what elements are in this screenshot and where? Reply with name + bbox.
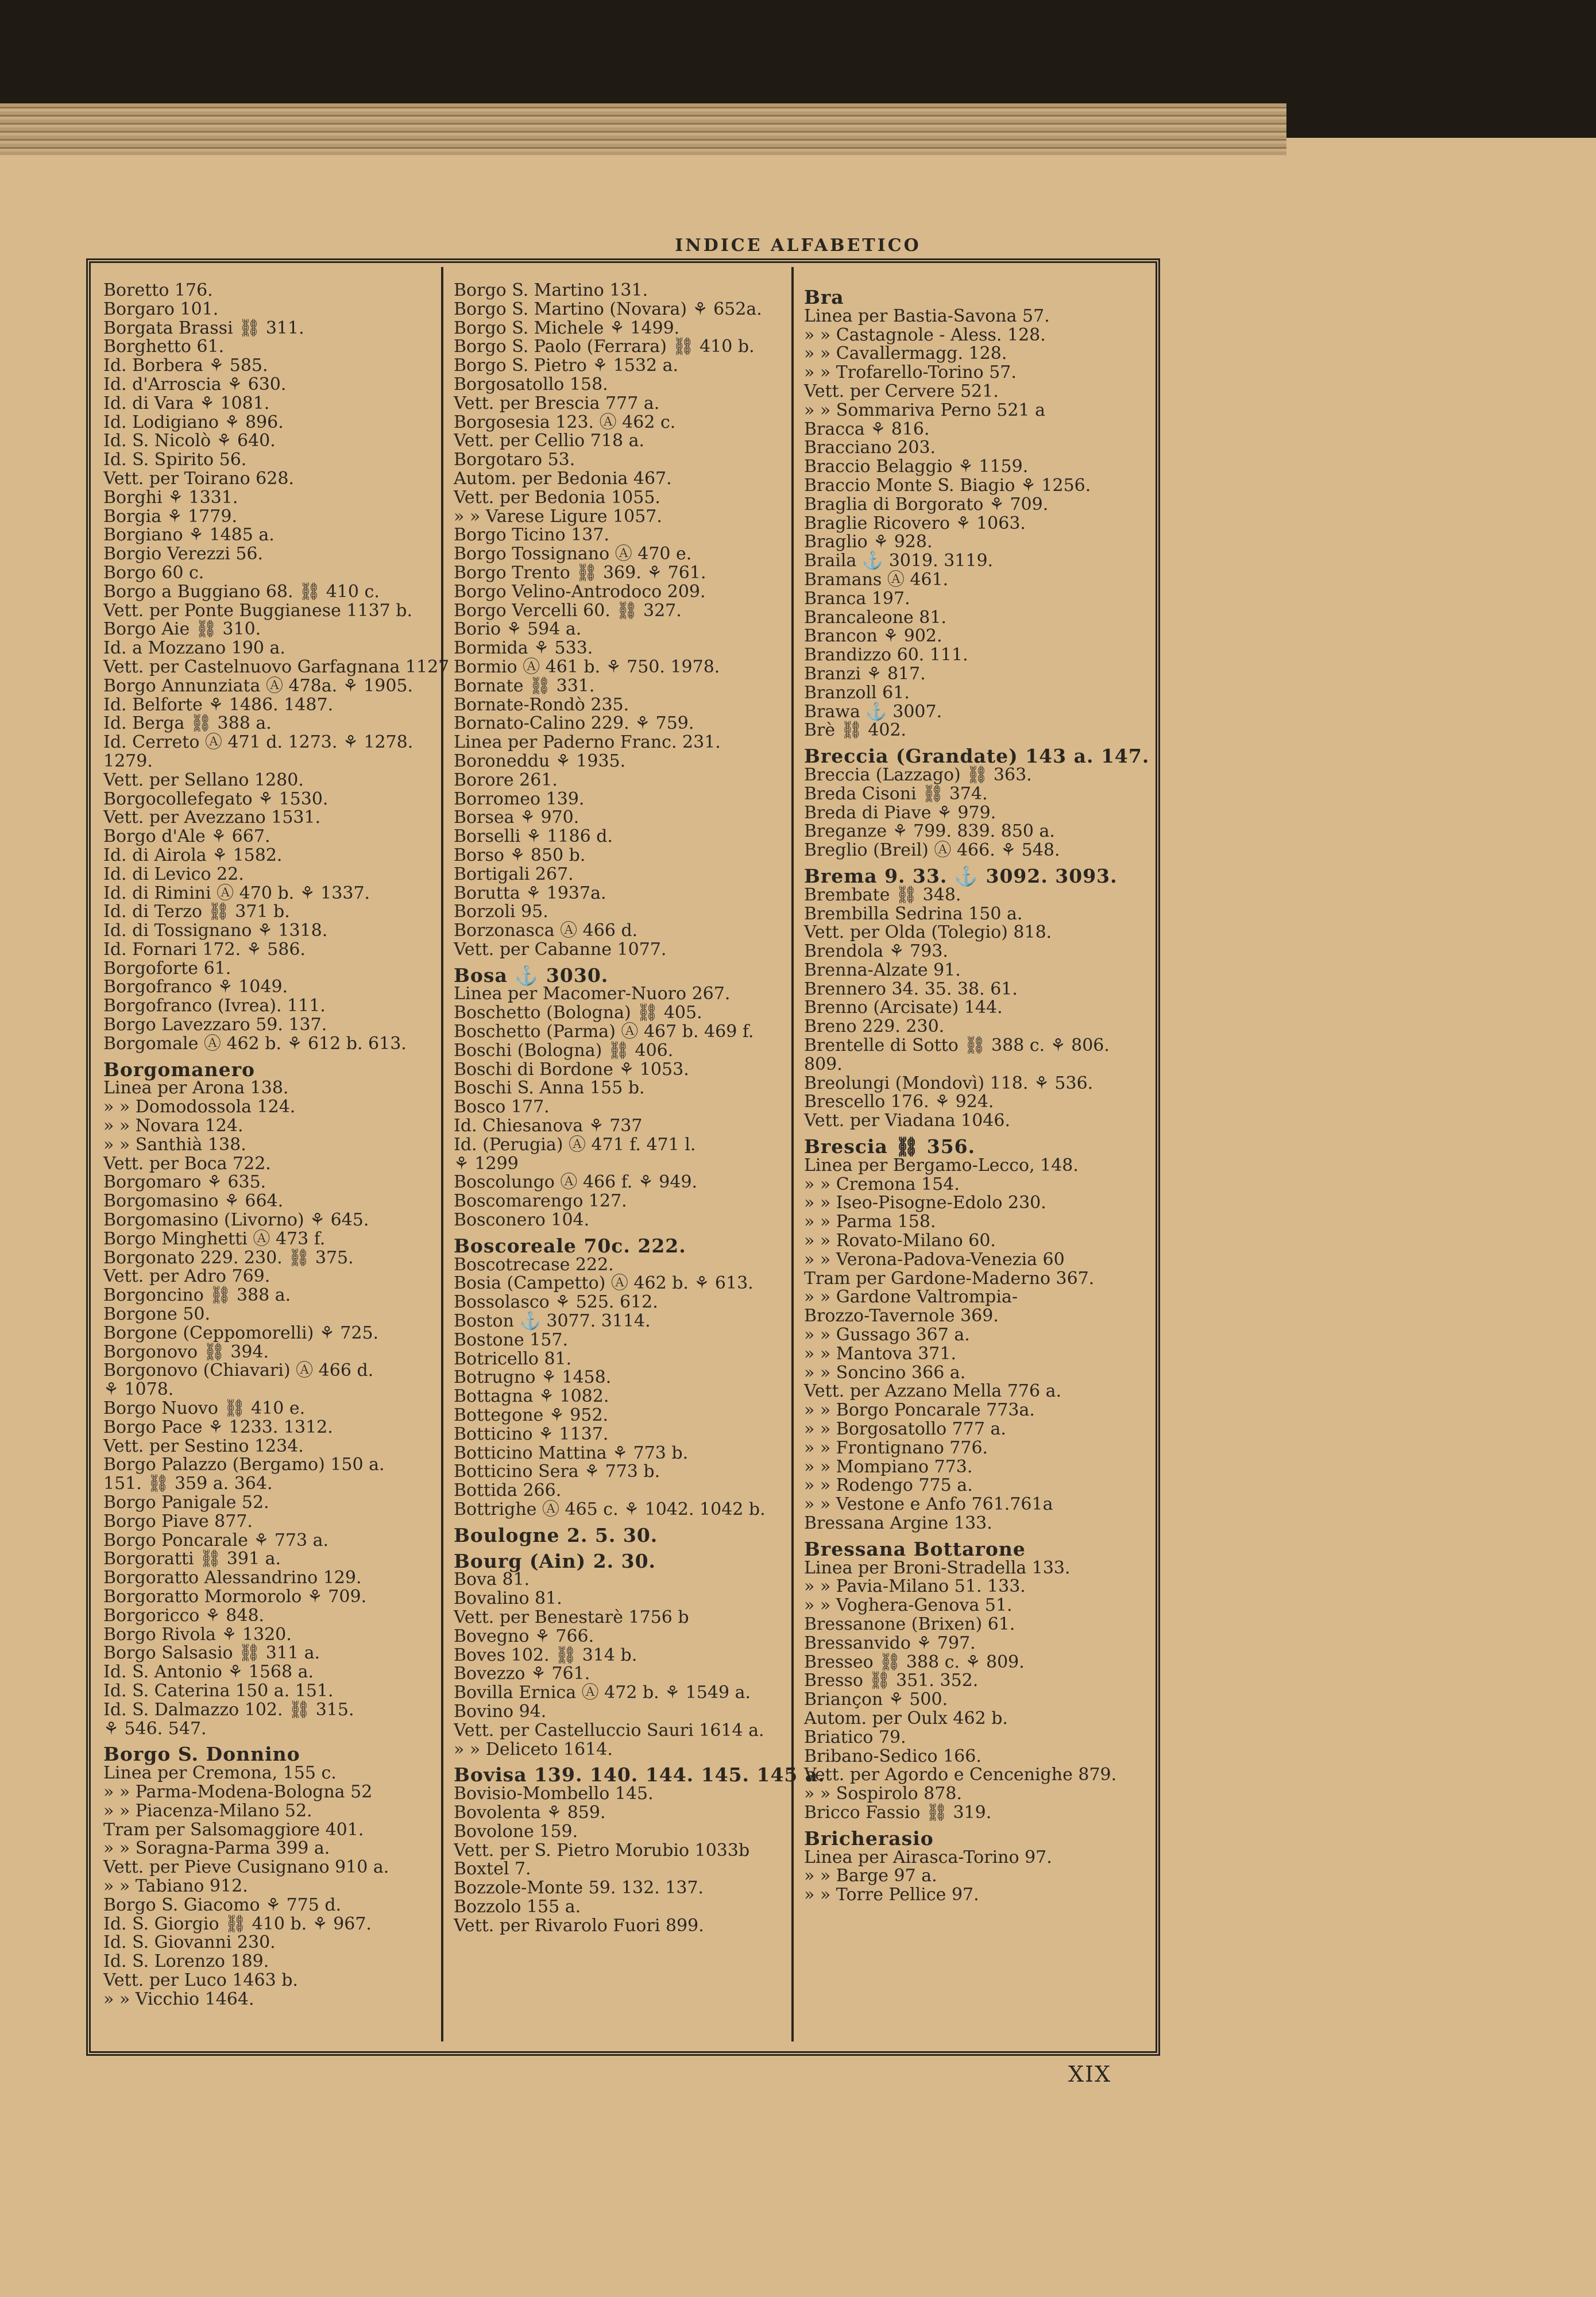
- page-header: INDICE ALFABETICO: [675, 235, 921, 256]
- index-entry: Bovino 94.: [454, 1701, 547, 1722]
- index-entry: Linea per Arona 138.: [103, 1078, 289, 1099]
- index-entry: Borso ⚘ 850 b.: [454, 845, 586, 865]
- index-entry: Tram per Salsomaggiore 401.: [103, 1819, 364, 1840]
- index-entry: Brandizzo 60. 111.: [804, 645, 968, 666]
- index-entry: Borgia ⚘ 1779.: [103, 506, 237, 527]
- index-entry: Bosco 177.: [454, 1097, 550, 1117]
- index-entry: Linea per Cremona, 155 c.: [103, 1763, 337, 1784]
- index-entry: Bresso ⛓ 351. 352.: [804, 1670, 979, 1691]
- index-entry: Brenno (Arcisate) 144.: [804, 997, 1003, 1018]
- index-entry: Bovegno ⚘ 766.: [454, 1626, 594, 1646]
- index-entry: » » Mompiano 773.: [804, 1456, 973, 1477]
- index-entry: Borselli ⚘ 1186 d.: [454, 826, 613, 847]
- index-entry: Borgo Minghetti Ⓐ 473 f.: [103, 1228, 326, 1249]
- index-entry: Id. di Rimini Ⓐ 470 b. ⚘ 1337.: [103, 883, 370, 903]
- index-entry: Borgomale Ⓐ 462 b. ⚘ 612 b. 613.: [103, 1033, 407, 1054]
- index-entry: Vett. per Brescia 777 a.: [454, 393, 660, 413]
- index-entry: Vett. per Viadana 1046.: [804, 1111, 1011, 1131]
- index-entry: Braccio Belaggio ⚘ 1159.: [804, 457, 1029, 477]
- index-entry: Vett. per Sellano 1280.: [103, 769, 304, 790]
- index-entry: Bottegone ⚘ 952.: [454, 1405, 609, 1426]
- index-entry: Boretto 176.: [103, 280, 213, 300]
- index-entry: Braccio Monte S. Biagio ⚘ 1256.: [804, 475, 1091, 496]
- index-entry: Branzoll 61.: [804, 682, 910, 703]
- index-entry: Borgomaro ⚘ 635.: [103, 1172, 266, 1193]
- index-entry: Id. di Terzo ⛓ 371 b.: [103, 902, 290, 922]
- index-entry: » » Cavallermagg. 128.: [804, 343, 1007, 364]
- index-entry: Borgoratto Mormorolo ⚘ 709.: [103, 1586, 367, 1607]
- index-entry: Brenna-Alzate 91.: [804, 960, 961, 980]
- index-entry: Linea per Macomer-Nuoro 267.: [454, 984, 731, 1004]
- index-entry: Vett. per Olda (Tolegio) 818.: [804, 922, 1052, 943]
- index-entry: Borutta ⚘ 1937a.: [454, 883, 606, 903]
- index-entry: Borgo d'Ale ⚘ 667.: [103, 826, 270, 847]
- index-entry: Borgonovo ⛓ 394.: [103, 1341, 269, 1362]
- index-entry: Bovilla Ernica Ⓐ 472 b. ⚘ 1549 a.: [454, 1683, 751, 1703]
- index-entry: Vett. per Boca 722.: [103, 1153, 271, 1174]
- index-entry: Borgo S. Michele ⚘ 1499.: [454, 318, 680, 338]
- index-entry: ⚘ 1299: [454, 1153, 519, 1174]
- index-entry: Bottagna ⚘ 1082.: [454, 1386, 609, 1407]
- index-entry: Borgo Velino-Antrodoco 209.: [454, 581, 706, 602]
- index-entry: Briatico 79.: [804, 1727, 906, 1747]
- index-entry: Borgone (Ceppomorelli) ⚘ 725.: [103, 1322, 379, 1343]
- index-entry: Briançon ⚘ 500.: [804, 1689, 948, 1710]
- index-entry: Borromeo 139.: [454, 788, 585, 809]
- index-entry: Boxtel 7.: [454, 1859, 531, 1880]
- index-entry: Borgo S. Giacomo ⚘ 775 d.: [103, 1894, 342, 1915]
- index-entry: » » Sommariva Perno 521 a: [804, 400, 1046, 420]
- index-entry: Borgo S. Paolo (Ferrara) ⛓ 410 b.: [454, 337, 755, 357]
- index-entry: » » Rovato-Milano 60.: [804, 1231, 996, 1251]
- index-entry: Vett. per Cabanne 1077.: [454, 939, 667, 960]
- index-entry: Bracciano 203.: [804, 438, 936, 458]
- index-entry: Boschetto (Parma) Ⓐ 467 b. 469 f.: [454, 1022, 754, 1042]
- index-entry: Bostone 157.: [454, 1329, 569, 1350]
- index-entry: » » Rodengo 775 a.: [804, 1475, 973, 1496]
- index-entry: Braila ⚓ 3019. 3119.: [804, 551, 994, 571]
- index-entry: » » Iseo-Pisogne-Edolo 230.: [804, 1193, 1046, 1213]
- index-entry: Borzoli 95.: [454, 902, 548, 922]
- index-entry: Id. Cerreto Ⓐ 471 d. 1273. ⚘ 1278.: [103, 732, 414, 753]
- index-entry: Bornato-Calino 229. ⚘ 759.: [454, 713, 694, 734]
- index-entry: Bribano-Sedico 166.: [804, 1746, 981, 1766]
- index-entry: » » Pavia-Milano 51. 133.: [804, 1576, 1026, 1597]
- index-entry: » » Voghera-Genova 51.: [804, 1595, 1013, 1616]
- index-entry: » » Deliceto 1614.: [454, 1739, 613, 1760]
- index-entry: Boschi S. Anna 155 b.: [454, 1078, 645, 1099]
- index-entry: Boscomarengo 127.: [454, 1191, 627, 1212]
- index-entry: Bressana Argine 133.: [804, 1513, 992, 1533]
- index-heading: Breccia (Grandate) 143 a. 147.: [804, 745, 1150, 768]
- index-entry: Borgo Panigale 52.: [103, 1492, 269, 1513]
- index-heading: Bovisa 139. 140. 144. 145. 145 a.: [454, 1764, 825, 1786]
- index-entry: Borgo Tossignano Ⓐ 470 e.: [454, 544, 692, 564]
- index-entry: Id. (Perugia) Ⓐ 471 f. 471 l.: [454, 1134, 696, 1155]
- index-entry: Bormio Ⓐ 461 b. ⚘ 750. 1978.: [454, 656, 720, 677]
- index-entry: Botricello 81.: [454, 1348, 572, 1369]
- index-entry: Id. di Levico 22.: [103, 864, 244, 884]
- index-entry: » » Tabiano 912.: [103, 1876, 248, 1896]
- index-entry: Vett. per Azzano Mella 776 a.: [804, 1381, 1062, 1402]
- index-entry: » » Frontignano 776.: [804, 1437, 988, 1458]
- index-entry: Id. a Mozzano 190 a.: [103, 638, 285, 659]
- index-entry: Boroneddu ⚘ 1935.: [454, 751, 626, 771]
- index-entry: Vett. per Pieve Cusignano 910 a.: [103, 1857, 389, 1878]
- index-entry: Id. Belforte ⚘ 1486. 1487.: [103, 694, 334, 715]
- index-heading: Brema 9. 33. ⚓ 3092. 3093.: [804, 864, 1118, 887]
- index-entry: Vett. per Sestino 1234.: [103, 1436, 304, 1456]
- index-entry: Bosconero 104.: [454, 1210, 590, 1231]
- index-entry: Borio ⚘ 594 a.: [454, 619, 582, 640]
- index-entry: Braglia di Borgorato ⚘ 709.: [804, 494, 1049, 515]
- index-entry: Bozzolo 155 a.: [454, 1896, 581, 1917]
- index-entry: » » Verona-Padova-Venezia 60: [804, 1249, 1065, 1270]
- index-entry: Id. di Tossignano ⚘ 1318.: [103, 921, 328, 941]
- index-entry: Borgoforte 61.: [103, 958, 231, 979]
- index-entry: Bosia (Campetto) Ⓐ 462 b. ⚘ 613.: [454, 1273, 753, 1294]
- index-entry: Id. S. Giovanni 230.: [103, 1932, 276, 1953]
- index-entry: » » Parma 158.: [804, 1212, 936, 1232]
- index-entry: Borgata Brassi ⛓ 311.: [103, 318, 304, 338]
- index-entry: Breccia (Lazzago) ⛓ 363.: [804, 764, 1032, 785]
- index-entry: » » Novara 124.: [103, 1116, 244, 1136]
- index-entry: Borgomasino (Livorno) ⚘ 645.: [103, 1210, 369, 1231]
- index-entry: » » Borgosatollo 777 a.: [804, 1419, 1006, 1440]
- index-entry: Bovisio-Mombello 145.: [454, 1784, 654, 1804]
- index-entry: Id. Chiesanova ⚘ 737: [454, 1116, 643, 1136]
- index-entry: Boschi (Bologna) ⛓ 406.: [454, 1040, 674, 1061]
- index-entry: Vett. per Adro 769.: [103, 1266, 270, 1287]
- index-entry: Bovalino 81.: [454, 1588, 562, 1609]
- index-entry: Vett. per S. Pietro Morubio 1033b: [454, 1840, 750, 1861]
- index-entry: Vett. per Avezzano 1531.: [103, 807, 321, 828]
- index-entry: » » Borgo Poncarale 773a.: [804, 1400, 1035, 1421]
- index-entry: Borgo a Buggiano 68. ⛓ 410 c.: [103, 581, 380, 602]
- index-entry: Id. di Vara ⚘ 1081.: [103, 393, 270, 413]
- index-entry: » » Barge 97 a.: [804, 1866, 937, 1886]
- index-entry: Bovolenta ⚘ 859.: [454, 1802, 606, 1823]
- index-entry: » » Sospirolo 878.: [804, 1784, 962, 1804]
- index-entry: Botticino Sera ⚘ 773 b.: [454, 1461, 660, 1482]
- index-entry: Brentelle di Sotto ⛓ 388 c. ⚘ 806.: [804, 1035, 1110, 1056]
- index-entry: Bozzole-Monte 59. 132. 137.: [454, 1878, 704, 1898]
- index-entry: Borgosesia 123. Ⓐ 462 c.: [454, 412, 676, 432]
- index-entry: Botticino ⚘ 1137.: [454, 1424, 609, 1444]
- index-entry: Brembilla Sedrina 150 a.: [804, 903, 1023, 924]
- index-entry: Borgo Vercelli 60. ⛓ 327.: [454, 600, 682, 621]
- index-heading: Bourg (Ain) 2. 30.: [454, 1549, 656, 1572]
- index-entry: » » Trofarello-Torino 57.: [804, 362, 1017, 383]
- index-entry: Borsea ⚘ 970.: [454, 807, 579, 828]
- index-entry: Id. S. Caterina 150 a. 151.: [103, 1680, 334, 1701]
- index-entry: Id. Berga ⛓ 388 a.: [103, 713, 272, 734]
- index-entry: Id. S. Dalmazzo 102. ⛓ 315.: [103, 1699, 354, 1720]
- index-entry: Bova 81.: [454, 1569, 530, 1590]
- index-entry: Borgo Palazzo (Bergamo) 150 a.: [103, 1455, 385, 1475]
- index-entry: Id. S. Spirito 56.: [103, 450, 247, 470]
- index-entry: Id. Fornari 172. ⚘ 586.: [103, 939, 306, 960]
- index-entry: Borgocollefegato ⚘ 1530.: [103, 788, 329, 809]
- index-entry: Borgomasino ⚘ 664.: [103, 1191, 284, 1212]
- index-entry: Borgotaro 53.: [454, 450, 575, 470]
- index-entry: Bossolasco ⚘ 525. 612.: [454, 1292, 658, 1313]
- index-entry: Brawa ⚓ 3007.: [804, 701, 942, 722]
- index-entry: Bracca ⚘ 816.: [804, 419, 930, 439]
- index-entry: Boscolungo Ⓐ 466 f. ⚘ 949.: [454, 1172, 698, 1193]
- index-entry: Branzi ⚘ 817.: [804, 663, 926, 684]
- index-entry: » » Torre Pellice 97.: [804, 1885, 979, 1905]
- index-column-3: [804, 281, 1150, 1905]
- index-entry: Id. Borbera ⚘ 585.: [103, 355, 268, 376]
- index-entry: Borgo S. Martino 131.: [454, 280, 648, 300]
- index-entry: Borgofranco ⚘ 1049.: [103, 977, 288, 997]
- index-entry: Bramans Ⓐ 461.: [804, 569, 949, 590]
- index-entry: Id. S. Nicolò ⚘ 640.: [103, 431, 276, 451]
- index-entry: » » Gardone Valtrompia-: [804, 1287, 1018, 1308]
- index-entry: Borgo Poncarale ⚘ 773 a.: [103, 1530, 329, 1550]
- index-entry: Linea per Airasca-Torino 97.: [804, 1847, 1052, 1867]
- index-entry: Brancaleone 81.: [804, 607, 947, 628]
- index-entry: Bricco Fassio ⛓ 319.: [804, 1802, 992, 1823]
- index-entry: Boves 102. ⛓ 314 b.: [454, 1645, 637, 1665]
- index-entry: » » Domodossola 124.: [103, 1097, 296, 1117]
- index-entry: Borgoncino ⛓ 388 a.: [103, 1285, 291, 1306]
- index-entry: Brennero 34. 35. 38. 61.: [804, 979, 1018, 999]
- index-entry: » » Vicchio 1464.: [103, 1989, 254, 2009]
- index-entry: Bornate ⛓ 331.: [454, 675, 595, 696]
- index-entry: Borgo S. Martino (Novara) ⚘ 652a.: [454, 299, 762, 319]
- index-entry: Breno 229. 230.: [804, 1016, 945, 1037]
- index-entry: Bovezzo ⚘ 761.: [454, 1664, 590, 1684]
- index-entry: Breglio (Breil) Ⓐ 466. ⚘ 548.: [804, 840, 1060, 861]
- index-entry: Brendola ⚘ 793.: [804, 941, 948, 962]
- index-heading: Boulogne 2. 5. 30.: [454, 1523, 658, 1546]
- index-entry: Borgonato 229. 230. ⛓ 375.: [103, 1247, 354, 1268]
- index-entry: Borgo Annunziata Ⓐ 478a. ⚘ 1905.: [103, 675, 414, 696]
- index-entry: Boschetto (Bologna) ⛓ 405.: [454, 1003, 702, 1023]
- index-entry: Braglio ⚘ 928.: [804, 532, 933, 552]
- index-entry: Borgone 50.: [103, 1304, 211, 1325]
- index-entry: Borgoratto Alessandrino 129.: [103, 1568, 362, 1588]
- index-heading: Borgomanero: [103, 1058, 256, 1081]
- index-entry: Vett. per Castelnuovo Garfagnana 1127: [103, 656, 450, 677]
- index-entry: Borgo Trento ⛓ 369. ⚘ 761.: [454, 562, 706, 583]
- index-entry: Linea per Bergamo-Lecco, 148.: [804, 1155, 1079, 1175]
- index-entry: Borgo Aie ⛓ 310.: [103, 619, 261, 640]
- index-entry: Id. S. Giorgio ⛓ 410 b. ⚘ 967.: [103, 1913, 372, 1934]
- index-entry: Vett. per Rivarolo Fuori 899.: [454, 1915, 704, 1936]
- index-entry: Breda di Piave ⚘ 979.: [804, 802, 996, 823]
- index-entry: Vett. per Agordo e Cencenighe 879.: [804, 1765, 1117, 1785]
- index-entry: Brozzo-Tavernole 369.: [804, 1306, 999, 1327]
- index-entry: » » Varese Ligure 1057.: [454, 506, 662, 527]
- index-entry: Borgo Ticino 137.: [454, 525, 609, 546]
- index-entry: Breda Cisoni ⛓ 374.: [804, 783, 988, 804]
- index-entry: Borgo Pace ⚘ 1233. 1312.: [103, 1417, 333, 1437]
- index-entry: Borgaro 101.: [103, 299, 219, 319]
- index-entry: Linea per Broni-Stradella 133.: [804, 1557, 1071, 1578]
- index-entry: Vett. per Toirano 628.: [103, 468, 294, 489]
- index-entry: Vett. per Luco 1463 b.: [103, 1970, 298, 1990]
- index-entry: Borgo Nuovo ⛓ 410 e.: [103, 1398, 306, 1419]
- index-entry: » » Mantova 371.: [804, 1343, 956, 1364]
- index-entry: » » Soragna-Parma 399 a.: [103, 1838, 330, 1859]
- index-entry: Bovolone 159.: [454, 1821, 578, 1842]
- index-entry: » » Piacenza-Milano 52.: [103, 1800, 312, 1821]
- index-entry: Linea per Paderno Franc. 231.: [454, 732, 721, 753]
- index-entry: Breolungi (Mondovì) 118. ⚘ 536.: [804, 1073, 1093, 1093]
- index-entry: Bressanvido ⚘ 797.: [804, 1633, 976, 1653]
- index-entry: » » Santhià 138.: [103, 1134, 246, 1155]
- index-entry: Borgo S. Pietro ⚘ 1532 a.: [454, 355, 679, 376]
- index-entry: Bormida ⚘ 533.: [454, 638, 593, 659]
- index-entry: Borgo Salsasio ⛓ 311 a.: [103, 1643, 320, 1664]
- index-entry: Bottida 266.: [454, 1480, 562, 1501]
- index-entry: Vett. per Bedonia 1055.: [454, 487, 660, 508]
- index-entry: » » Soncino 366 a.: [804, 1362, 966, 1383]
- index-entry: Bressanone (Brixen) 61.: [804, 1614, 1015, 1634]
- index-heading: Boscoreale 70c. 222.: [454, 1234, 686, 1257]
- index-entry: Id. di Airola ⚘ 1582.: [103, 845, 283, 865]
- index-entry: ⚘ 546. 547.: [103, 1718, 207, 1739]
- index-entry: Botticino Mattina ⚘ 773 b.: [454, 1443, 689, 1463]
- index-entry: ⚘ 1078.: [103, 1379, 174, 1400]
- index-entry: » » Parma-Modena-Bologna 52: [103, 1781, 373, 1802]
- index-entry: Id. Lodigiano ⚘ 896.: [103, 412, 284, 432]
- index-entry: Botrugno ⚘ 1458.: [454, 1367, 612, 1388]
- index-entry: Branca 197.: [804, 588, 910, 609]
- index-entry: Bottrighe Ⓐ 465 c. ⚘ 1042. 1042 b.: [454, 1499, 766, 1519]
- index-entry: Borgo Piave 877.: [103, 1511, 253, 1532]
- index-entry: Id. d'Arroscia ⚘ 630.: [103, 374, 287, 395]
- index-entry: Borgofranco (Ivrea). 111.: [103, 996, 326, 1016]
- index-entry: Borghetto 61.: [103, 337, 225, 357]
- index-entry: Borore 261.: [454, 769, 558, 790]
- index-entry: Borgonovo (Chiavari) Ⓐ 466 d.: [103, 1360, 374, 1381]
- index-entry: Borgoratti ⛓ 391 a.: [103, 1549, 281, 1569]
- index-entry: Borgosatollo 158.: [454, 374, 608, 395]
- index-entry: Vett. per Cervere 521.: [804, 381, 999, 401]
- index-entry: Autom. per Oulx 462 b.: [804, 1708, 1008, 1728]
- index-entry: Breganze ⚘ 799. 839. 850 a.: [804, 821, 1055, 842]
- index-entry: Tram per Gardone-Maderno 367.: [804, 1268, 1095, 1289]
- index-entry: 1279.: [103, 751, 153, 771]
- index-heading: Bosa ⚓ 3030.: [454, 964, 609, 987]
- index-entry: » » Cremona 154.: [804, 1174, 960, 1194]
- index-entry: » » Vestone e Anfo 761.761a: [804, 1494, 1053, 1515]
- column-divider-1: [441, 267, 443, 2041]
- index-entry: Borgoricco ⚘ 848.: [103, 1605, 265, 1626]
- index-entry: 809.: [804, 1054, 843, 1074]
- index-heading: Bressana Bottarone: [804, 1537, 1026, 1560]
- book-edge: [0, 103, 1286, 155]
- index-entry: Boschi di Bordone ⚘ 1053.: [454, 1059, 689, 1080]
- index-entry: Bresseo ⛓ 388 c. ⚘ 809.: [804, 1652, 1025, 1672]
- index-entry: Borgiano ⚘ 1485 a.: [103, 525, 275, 546]
- index-entry: Borgo 60 c.: [103, 562, 204, 583]
- index-entry: Autom. per Bedonia 467.: [454, 468, 672, 489]
- index-entry: Brembate ⛓ 348.: [804, 884, 961, 905]
- index-entry: Brescello 176. ⚘ 924.: [804, 1092, 994, 1112]
- index-entry: Boscotrecase 222.: [454, 1254, 614, 1275]
- index-entry: Brè ⛓ 402.: [804, 720, 907, 741]
- index-entry: Braglie Ricovero ⚘ 1063.: [804, 513, 1026, 533]
- index-entry: Borgo Lavezzaro 59. 137.: [103, 1015, 327, 1035]
- index-entry: » » Gussago 367 a.: [804, 1325, 970, 1345]
- index-entry: » » Castagnole - Aless. 128.: [804, 324, 1046, 345]
- index-entry: Linea per Bastia-Savona 57.: [804, 306, 1050, 326]
- index-heading: Borgo S. Donnino: [103, 1743, 300, 1766]
- index-heading: Brescia ⛓ 356.: [804, 1135, 976, 1158]
- index-entry: Borgo Rivola ⚘ 1320.: [103, 1624, 292, 1645]
- index-entry: Vett. per Cellio 718 a.: [454, 431, 644, 451]
- index-entry: Borzonasca Ⓐ 466 d.: [454, 921, 638, 941]
- index-heading: Bra: [804, 286, 844, 308]
- index-entry: Id. S. Antonio ⚘ 1568 a.: [103, 1662, 314, 1683]
- index-heading: Bricherasio: [804, 1827, 934, 1850]
- index-column-1: [103, 280, 450, 2009]
- index-entry: Borghi ⚘ 1331.: [103, 487, 238, 508]
- index-entry: Borgio Verezzi 56.: [103, 544, 264, 564]
- index-entry: Vett. per Benestarè 1756 b: [454, 1607, 689, 1627]
- page-number: XIX: [1068, 2062, 1112, 2087]
- index-entry: Vett. per Ponte Buggianese 1137 b.: [103, 600, 413, 621]
- index-entry: 151. ⛓ 359 a. 364.: [103, 1474, 273, 1494]
- index-entry: Vett. per Castelluccio Sauri 1614 a.: [454, 1720, 764, 1741]
- index-entry: Id. S. Lorenzo 189.: [103, 1951, 269, 1972]
- index-entry: Boston ⚓ 3077. 3114.: [454, 1311, 651, 1332]
- index-entry: Bortigali 267.: [454, 864, 574, 884]
- index-entry: Brancon ⚘ 902.: [804, 626, 942, 647]
- index-entry: Bornate-Rondò 235.: [454, 694, 629, 715]
